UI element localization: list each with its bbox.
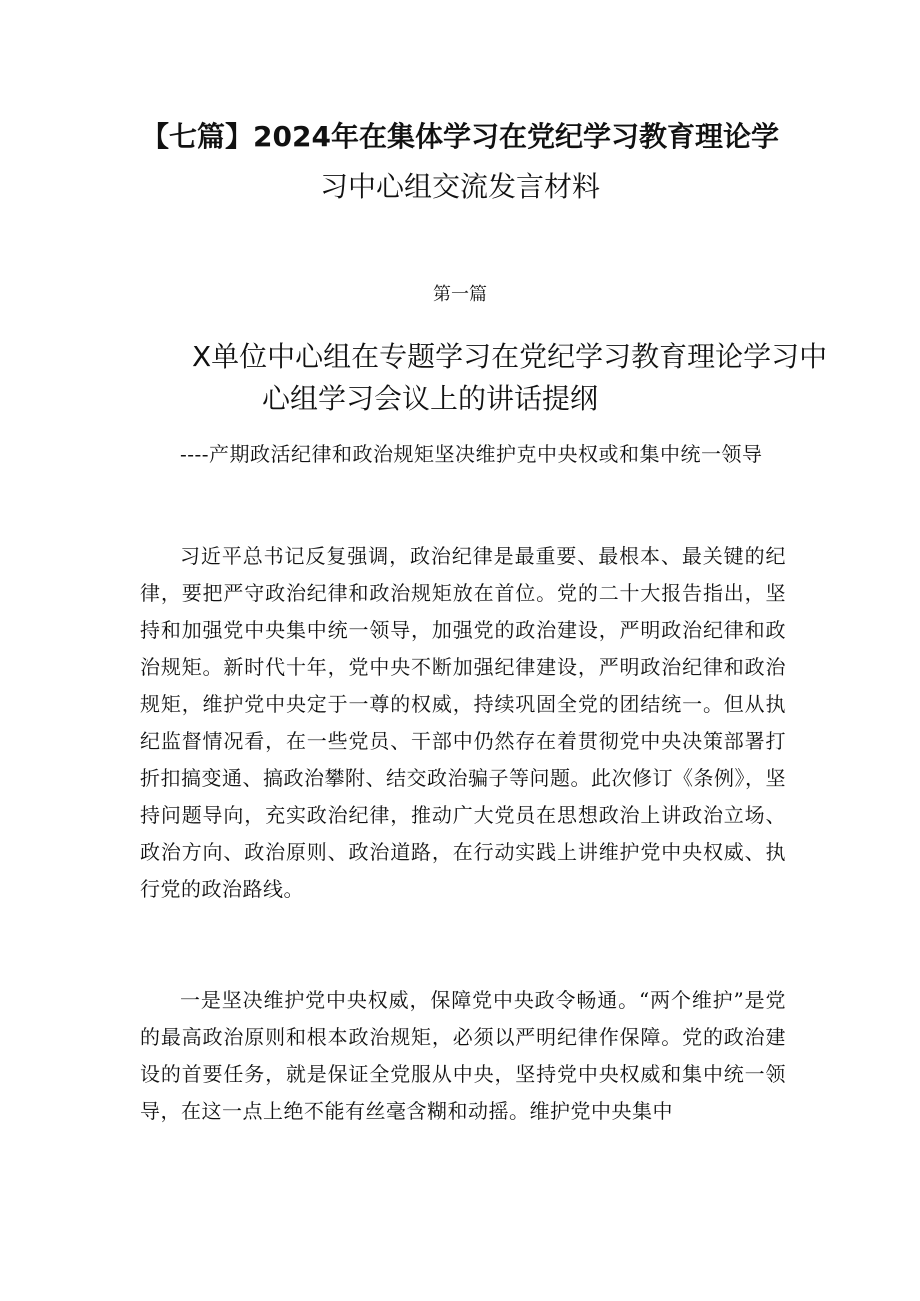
- body-paragraph-2-text: 一是坚决维护党中央权威，保障党中央政令畅通。“两个维护”是党的最高政治原则和根本政治规矩，必须以严明纪律作保障。党的政治建设的首要任务，就是保证全党服从中央，坚持党中央权威和集中统一领导，在这一点上绝不能有丝毫含糊和动摇。维护党中央集中: [140, 988, 786, 1123]
- section-label: 第一篇: [433, 284, 487, 305]
- speech-heading-line-1: X单位中心组在专题学习在党纪学习教育理论学习中: [192, 340, 828, 373]
- speech-subtitle-text: ----产期政活纪律和政治规矩坚决维护克中央权或和集中统一领导: [180, 442, 763, 466]
- body-paragraph-2: [140, 982, 786, 1130]
- document-title-line-1: 【七篇】2024年在集体学习在党纪学习教育理论学: [141, 120, 779, 153]
- speech-heading-line-2: 心组学习会议上的讲话提纲: [262, 382, 599, 415]
- speech-subtitle: [140, 436, 786, 473]
- document-title-line-2: 习中心组交流发言材料: [319, 170, 600, 203]
- body-paragraph-1: [140, 538, 786, 908]
- body-paragraph-1-text: 习近平总书记反复强调，政治纪律是最重要、最根本、最关键的纪律，要把严守政治纪律和政治规矩放在首位。党的二十大报告指出，坚持和加强党中央集中统一领导，加强党的政治建设，严明政治纪律和政治规矩。新时代十年，党中央不断加强纪律建设，严明政治纪律和政治规矩，维护党中央定于一尊的权威，持续巩固全党的团结统一。但从执纪监督情况看，在一些党员、干部中仍然存在着贯彻党中央决策部署打折扣搞变通、搞政治攀附、结交政治骗子等问题。此次修订《条例》，坚持问题导向，充实政治纪律，推动广大党员在思想政治上讲政治立场、政治方向、政治原则、政治道路，在行动实践上讲维护党中央权威、执行党的政治路线。: [140, 544, 786, 901]
